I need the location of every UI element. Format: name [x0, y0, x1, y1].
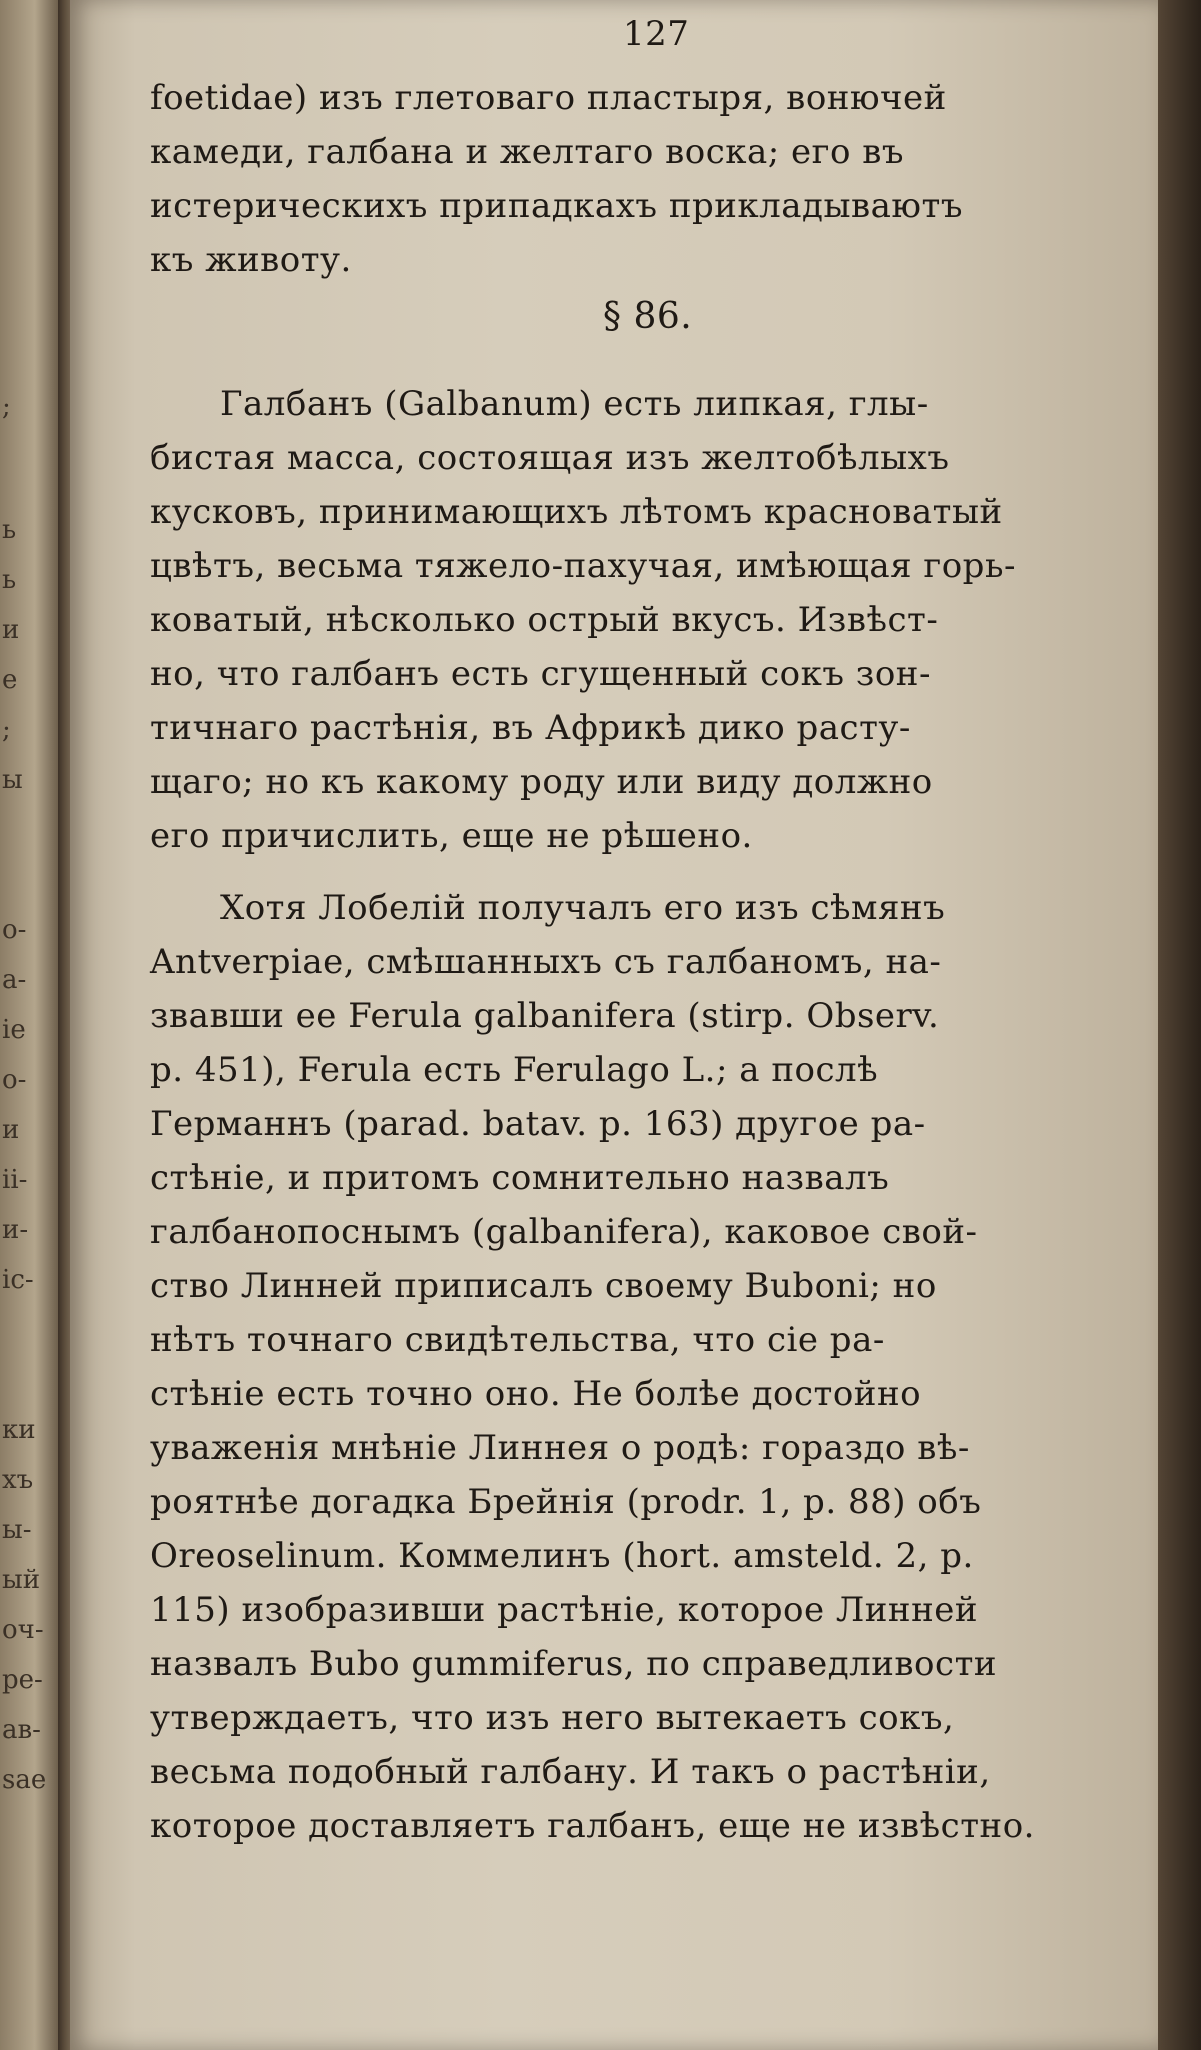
text-line: галбанопоснымъ (galbanifera), каковое свой-: [150, 1212, 978, 1252]
text-line: p. 451), Ferula есть Ferulago L.; а послѣ: [150, 1050, 879, 1090]
text-line: foetidae) изъ глетоваго пластыря, вонючей: [150, 78, 947, 118]
facing-fragment: ы: [2, 765, 23, 795]
text-line: цвѣтъ, весьма тяжело-пахучая, имѣющая горь-: [150, 546, 1016, 586]
text-line: уваженія мнѣніе Линнея о родѣ: гораздо вѣ-: [150, 1428, 970, 1468]
facing-fragment: оч-: [2, 1615, 44, 1645]
facing-fragment: іс-: [2, 1265, 34, 1295]
facing-fragment: ь: [2, 515, 17, 545]
facing-fragment: и-: [2, 1215, 29, 1245]
facing-fragment: ый: [2, 1565, 41, 1595]
book-page: [70, 0, 1158, 2050]
text-line: щаго; но къ какому роду или виду должно: [150, 762, 933, 802]
text-line: назвалъ Bubo gummiferus, по справедливости: [150, 1644, 998, 1684]
text-line: но, что галбанъ есть сгущенный сокъ зон-: [150, 654, 931, 694]
page-number: 127: [623, 14, 690, 54]
text-line: Галбанъ (Galbanum) есть липкая, глы-: [220, 384, 929, 424]
text-line: камеди, галбана и желтаго воска; его въ: [150, 132, 905, 172]
text-line: весьма подобный галбану. И такъ о растѣніи,: [150, 1752, 991, 1792]
facing-fragment: а-: [2, 965, 27, 995]
facing-fragment: sae: [2, 1765, 47, 1795]
facing-fragment: ;: [2, 392, 11, 422]
text-line: роятнѣе догадка Брейнія (prodr. 1, p. 88) объ: [150, 1482, 982, 1522]
facing-fragment: ре-: [2, 1665, 43, 1695]
text-line: Германнъ (parad. batav. p. 163) другое ра-: [150, 1104, 926, 1144]
text-line: стѣніе, и притомъ сомнительно назвалъ: [150, 1158, 890, 1198]
text-line: ство Линней приписалъ своему Buboni; но: [150, 1266, 937, 1306]
text-line: звавши ее Ferula galbanifera (stirp. Observ.: [150, 996, 940, 1036]
facing-fragment: о-: [2, 915, 27, 945]
text-line: къ животу.: [150, 240, 352, 280]
text-line: бистая масса, состоящая изъ желтобѣлыхъ: [150, 438, 950, 478]
text-line: 115) изобразивши растѣніе, которое Линней: [150, 1590, 979, 1630]
facing-fragment: о-: [2, 1065, 27, 1095]
facing-fragment: іі-: [2, 1165, 28, 1195]
text-line: кусковъ, принимающихъ лѣтомъ красноватый: [150, 492, 1003, 532]
text-line: Oreoselinum. Коммелинъ (hort. amsteld. 2, p.: [150, 1536, 974, 1576]
facing-fragment: и: [2, 615, 20, 645]
text-line: нѣтъ точнаго свидѣтельства, что сіе ра-: [150, 1320, 885, 1360]
facing-fragment: ь: [2, 565, 17, 595]
text-line: которое доставляетъ галбанъ, еще не извѣстно.: [150, 1806, 1035, 1846]
facing-fragment: хъ: [2, 1465, 34, 1495]
text-line: его причислить, еще не рѣшено.: [150, 816, 753, 856]
section-heading: § 86.: [603, 296, 693, 337]
facing-fragment: и: [2, 1115, 20, 1145]
text-line: утверждаетъ, что изъ него вытекаетъ сокъ,: [150, 1698, 955, 1738]
page-right-edge: [1158, 0, 1201, 2050]
facing-fragment: ав-: [2, 1715, 41, 1745]
facing-fragment: ;: [2, 715, 11, 745]
facing-fragment: ки: [2, 1415, 36, 1445]
text-line: стѣніе есть точно оно. Не болѣе достойно: [150, 1374, 922, 1414]
text-line: Antverpiae, смѣшанныхъ съ галбаномъ, на-: [150, 942, 942, 982]
text-line: тичнаго растѣнія, въ Африкѣ дико расту-: [150, 708, 911, 748]
facing-page-strip: [0, 0, 58, 2050]
facing-fragment: е: [2, 665, 18, 695]
facing-fragment: ы-: [2, 1515, 32, 1545]
facing-fragment: іе: [2, 1015, 26, 1045]
text-line: коватый, нѣсколько острый вкусъ. Извѣст-: [150, 600, 939, 640]
text-line: Хотя Лобелій получалъ его изъ сѣмянъ: [220, 888, 946, 928]
text-line: истерическихъ припадкахъ прикладываютъ: [150, 186, 963, 226]
